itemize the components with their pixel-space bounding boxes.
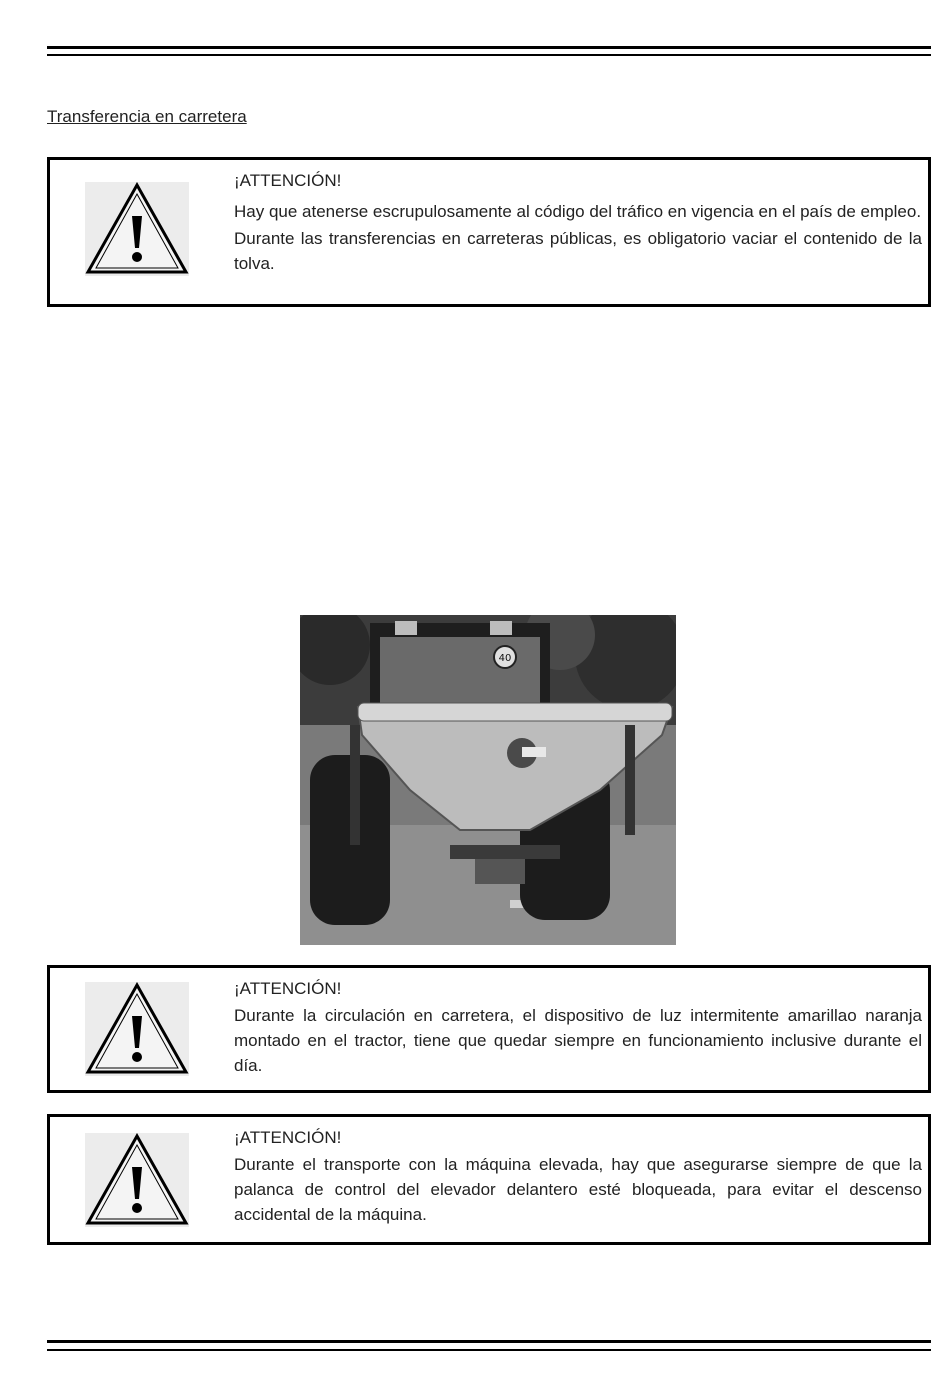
warning-text (234, 976, 922, 1080)
warning-box-beacon-light (47, 965, 931, 1093)
warning-paragraph: Durante las transferencias en carreteras públicas, es obligatorio vaciar el contenido de la tolva. (234, 229, 922, 273)
warning-triangle-icon (85, 182, 189, 276)
warning-box-lift-lever (47, 1114, 931, 1245)
warning-box-road-code (47, 157, 931, 307)
section-title: Transferencia en carretera (47, 107, 247, 126)
top-rule (47, 46, 931, 49)
warning-heading: ¡ATTENCIÓN! (234, 1128, 342, 1147)
speed-sign-label: 40 (498, 653, 512, 664)
warning-paragraph: Durante el transporte con la máquina elevada, hay que asegurarse siempre de que la palanca de control del elevador delantero esté bloqueada, para evitar el descenso accidental de la máquina. (234, 1155, 922, 1224)
top-rule-thin (47, 54, 931, 56)
warning-triangle-icon (85, 1133, 189, 1227)
bottom-rule (47, 1340, 931, 1343)
bottom-rule-thin (47, 1349, 931, 1351)
warning-text (234, 168, 922, 278)
tractor-with-spreader-photo (300, 615, 676, 945)
warning-heading: ¡ATTENCIÓN! (234, 979, 342, 998)
warning-paragraph: Hay que atenerse escrupulosamente al código del tráfico en vigencia en el país de empleo. (234, 202, 922, 221)
warning-heading: ¡ATTENCIÓN! (234, 171, 342, 190)
warning-triangle-icon (85, 982, 189, 1076)
warning-text (234, 1125, 922, 1229)
warning-paragraph: Durante la circulación en carretera, el dispositivo de luz intermitente amarillao naranja montado en el tractor, tiene que quedar siempre en funcionamiento inclusive durante el día. (234, 1006, 922, 1075)
